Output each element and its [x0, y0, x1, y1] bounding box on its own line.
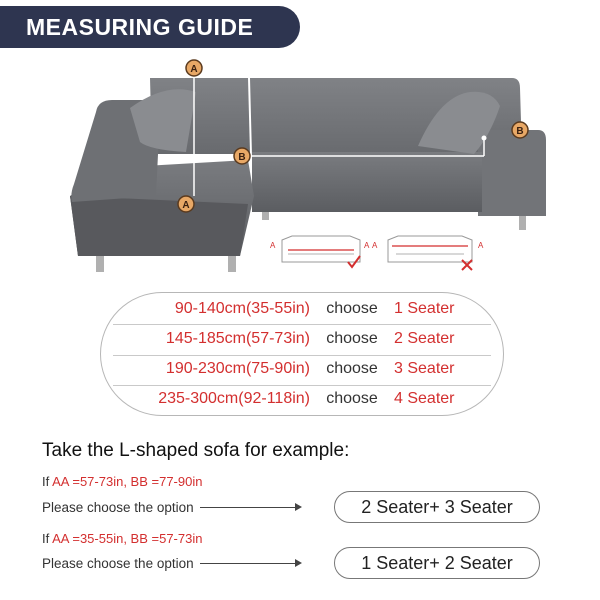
l-shaped-sofa-drawing [0, 56, 600, 286]
correct-measure-diagram [270, 236, 370, 267]
example-title: Take the L-shaped sofa for example: [42, 440, 350, 461]
marker-a-label: A [182, 200, 190, 211]
size-row [101, 294, 503, 323]
arrow-right-icon [200, 563, 300, 564]
choose-text: choose [326, 299, 378, 317]
marker-b-label: B [238, 152, 246, 163]
size-row [101, 385, 503, 414]
size-table [100, 292, 504, 416]
seater-label: 4 Seater [394, 390, 455, 408]
diagram-a-label: A [478, 241, 484, 250]
measure-point [482, 136, 487, 141]
condition-values: AA =35-55in, BB =57-73in [52, 531, 203, 546]
example-condition-2 [42, 531, 202, 546]
sofa-illustration [0, 56, 600, 286]
choose-text: choose [326, 360, 378, 378]
option-label: 1 Seater+ 2 Seater [361, 552, 513, 573]
seater-label: 2 Seater [394, 329, 455, 347]
sofa-leg [228, 254, 236, 272]
option-pill-1 [334, 491, 540, 523]
choose-text: choose [326, 390, 378, 408]
option-pill-2 [334, 547, 540, 579]
diagram-a-label: A [372, 241, 378, 250]
arrow-right-icon [200, 507, 300, 508]
choose-text: choose [326, 329, 378, 347]
main-seat [252, 152, 482, 212]
option-label: 2 Seater+ 3 Seater [361, 496, 513, 517]
diagram-a-label: A [270, 241, 276, 250]
sofa-leg [519, 214, 526, 230]
marker-a-bottom [178, 196, 194, 212]
seater-label: 3 Seater [394, 360, 455, 378]
seater-label: 1 Seater [394, 299, 455, 317]
example-prompt-2 [42, 556, 300, 571]
size-row [101, 355, 503, 384]
choose-prompt: Please choose the option [42, 500, 194, 515]
example-condition-1 [42, 474, 202, 489]
marker-b-left [234, 148, 250, 164]
marker-b-right [512, 122, 528, 138]
example-prompt-1 [42, 500, 300, 515]
choose-prompt: Please choose the option [42, 556, 194, 571]
size-range: 90-140cm(35-55in) [174, 299, 310, 317]
condition-prefix: If [42, 474, 53, 489]
size-row [101, 324, 503, 353]
wrong-measure-diagram [372, 236, 484, 270]
marker-a-top [186, 60, 202, 76]
chaise-front [70, 196, 248, 256]
size-range: 190-230cm(75-90in) [165, 360, 310, 378]
sofa-leg [96, 254, 104, 272]
marker-a-label: A [190, 64, 198, 75]
condition-values: AA =57-73in, BB =77-90in [52, 474, 203, 489]
size-range: 235-300cm(92-118in) [158, 390, 310, 408]
marker-b-label: B [516, 126, 524, 137]
measuring-guide-banner [0, 6, 300, 48]
right-arm [478, 130, 546, 216]
banner-title: MEASURING GUIDE [26, 13, 254, 40]
condition-prefix: If [42, 531, 53, 546]
diagram-a-label: A [364, 241, 370, 250]
size-range: 145-185cm(57-73in) [165, 329, 310, 347]
